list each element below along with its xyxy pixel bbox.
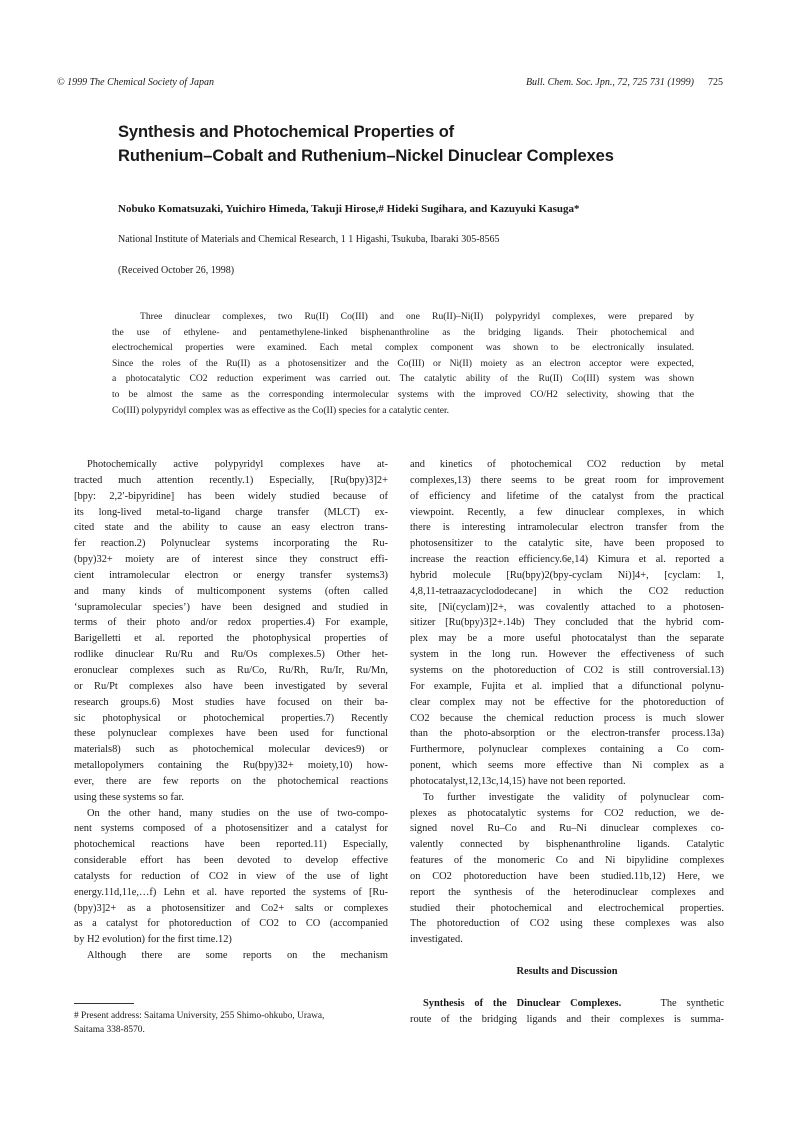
abstract-line: to be almost the same as the corresponding intermolecular systems with the improved CO/H2 selectivity, showing that the [112,388,694,400]
body-line: Although there are some reports on the mechanism [87,950,388,962]
body-line: photosensitizer to the catalytic site, have been proposed to [410,538,724,550]
body-line: viewpoint. Recently, a few dinuclear complexes, in which [410,506,724,518]
section-spacer [410,980,724,996]
received-date: (Received October 26, 1998) [118,265,235,276]
body-line: metallopolymers containing the Ru(bpy)32+ moiety,10) how- [74,760,388,772]
body-line: complexes,13) there seems to be great room for improvement [410,474,724,486]
body-line: Barigelletti et al. reported the photophysical properties of [74,633,388,645]
body-line: cient intramolecular electron or energy transfer systems3) [74,569,388,581]
body-line: hybrid molecule [Ru(bpy)2(bpy-cyclam Ni)]4+, [cyclam: 1, [410,569,724,581]
body-line: research groups.6) Most studies have focused on their ba- [74,696,388,708]
body-line: tracted much attention recently.1) Especially, [Ru(bpy)3]2+ [74,474,388,486]
footnote-line: # Present address: Saitama University, 255 Shimo-ohkubo, Urawa, [74,1011,325,1021]
body-line: as a catalyst for photoreduction of CO2 to CO (accompanied [74,918,388,930]
abstract [112,309,694,418]
body-line: investigated. [410,934,463,946]
body-column-left [74,457,388,964]
abstract-line: a photocatalytic CO2 reduction experiment was carried out. The catalytic ability of the Ru(II) Co(III) system was shown [112,373,694,385]
body-line: features of the monomeric Co and Ni bipylidine complexes [410,855,724,867]
body-line: increase the reaction efficiency.6e,14) Kimura et al. reported a [410,554,724,566]
body-line: on CO2 photoreduction have been studied.11b,12) Here, we [410,870,724,882]
body-line: of efficiency and lifetime of the catalyst from the practical [410,490,724,502]
body-line: and many kinds of multicomponent systems (often called [74,585,388,597]
title-line-2: Ruthenium–Cobalt and Ruthenium–Nickel Dinuclear Complexes [118,147,614,165]
abstract-line: Three dinuclear complexes, two Ru(II) Co(III) and one Ru(II)–Ni(II) polypyridyl complexes, were prepared by [140,311,694,322]
body-line: On the other hand, many studies on the use of two-compo- [87,807,388,819]
body-line: fer reaction.2) Polynuclear systems incorporating the Ru- [74,538,388,550]
body-line: 4,8,11-tetraazacyclododecane] in which the CO2 reduction [410,585,724,597]
body-line: To further investigate the validity of polynuclear com- [423,791,724,803]
page-number: 725 [708,77,723,88]
body-line: For example, Fujita et al. implied that a difunctional polynu- [410,680,724,692]
body-line: considerable effort has been devoted to develop effective [74,855,388,867]
body-line: or Ru/Pt complexes also have been investigated by several [74,680,388,692]
body-line: plex may be a more useful photocatalyst than the separate [410,633,724,645]
body-line: photocatalyst,12,13c,14,15) have not been reported. [410,775,626,787]
paper-title [118,120,718,168]
body-line: ‘supramolecular species’) have been designed and studied in [74,601,388,613]
body-line: rodlike dinuclear Ru/Ru and Ru/Os complexes.5) Other het- [74,649,388,661]
abstract-line: Since the roles of the Ru(II) as a photosensitizer and the Co(III) or Ni(II) moiety as an electron acceptor were expected, [112,357,694,369]
body-line: cited state and the ability to cause an easy electron trans- [74,522,388,534]
body-line: by H2 evolution) for the first time.12) [74,934,232,946]
footnote-line: Saitama 338-8570. [74,1025,145,1035]
body-line: catalysts for reduction of CO2 in view of the use of light [74,870,388,882]
body-line: there is interesting intramolecular electron transfer from the [410,522,724,534]
journal-citation [526,77,723,88]
body-line: site, [Ni(cyclam)]2+, was covalently attached to a photosen- [410,601,724,613]
footnote [74,1009,388,1037]
body-line: materials8) such as photochemical molecular devices9) or [74,744,388,756]
body-line: eronuclear complexes such as Ru/Co, Ru/Rh, Ru/Ir, Ru/Mn, [74,664,388,676]
body-line: report the synthesis of the heterodinuclear complexes and [410,886,724,898]
body-line: system in the long run. However the effectiveness of such [410,649,724,661]
body-line: Photochemically active polypyridyl complexes have at- [87,459,388,470]
body-line: clear complex may not be effective for the photoreduction of [410,696,724,708]
body-line: valently connected by bisphenanthroline ligands. Catalytic [410,839,724,851]
body-line: route of the bridging ligands and their complexes is summa- [410,1013,724,1025]
body-line: nent systems composed of a photosensitizer and a catalyst for [74,823,388,835]
footnote-rule [74,1003,134,1004]
body-line: CO2 because the chemical reduction process is much slower [410,712,724,724]
citation-text: Bull. Chem. Soc. Jpn., 72, 725 731 (1999) [525,77,694,88]
body-line: Furthermore, polynuclear complexes containing a Co com- [410,744,724,756]
body-line: ever, there are few reports on the photochemical reactions [74,775,388,787]
body-line: photochemical reactions have been reported.11) Especially, [74,839,388,851]
subsection-text: The synthetic [660,997,724,1009]
subsection-first-line [410,996,724,1012]
author-list: Nobuko Komatsuzaki, Yuichiro Himeda, Takuji Hirose,# Hideki Sugihara, and Kazuyuki Kasuga* [118,203,580,215]
body-line: sic photophysical or photochemical properties.7) Recently [74,712,388,724]
body-line: [bpy: 2,2′-bipyridine] has been widely studied because of [74,490,388,502]
body-line: systems on the photoreduction of CO2 is still controversial.13) [410,664,724,676]
body-line: ponent, which seems more effective than Ni complex as a [410,760,724,772]
body-line: its long-lived metal-to-ligand charge transfer (MLCT) ex- [74,506,388,518]
affiliation: National Institute of Materials and Chemical Research, 1 1 Higashi, Tsukuba, Ibaraki 305-8565 [118,234,500,245]
body-line: and kinetics of photochemical CO2 reduction by metal [410,459,724,470]
section-heading: Results and Discussion [516,966,618,977]
body-line: than the photo-absorption or the electron-transfer process.13a) [410,728,724,740]
body-line: (bpy)3]2+ as a photosensitizer and Co2+ salts or complexes [74,902,388,914]
body-line: plexes as photocatalytic systems for CO2 reduction, we de- [410,807,724,819]
abstract-line: electrochemical properties were examined. Each metal complex component was shown to be electronically insulated. [112,342,694,354]
abstract-line: Co(III) polypyridyl complex was as effective as the Co(II) species for a catalytic center. [112,404,450,416]
body-line: studied their photochemical and electrochemical properties. [410,902,724,914]
section-spacer [410,948,724,964]
journal-copyright: © 1999 The Chemical Society of Japan [57,77,215,88]
body-line: these polynuclear complexes have been used for functional [74,728,388,740]
title-line-1: Synthesis and Photochemical Properties of [118,123,455,141]
subsection-heading: Synthesis of the Dinuclear Complexes. [423,997,622,1009]
body-line: signed novel Ru–Co and Ru–Ni dinuclear complexes co- [410,823,724,835]
body-line: The photoreduction of CO2 using these complexes was also [410,918,724,930]
body-line: using these systems so far. [74,791,184,803]
body-line: (bpy)32+ moiety are of interest since they construct effi- [74,554,388,566]
body-line: sitizer [Ru(bpy)3]2+.14b) They concluded that the hybrid com- [410,617,724,629]
body-line: energy.11d,11e,…f) Lehn et al. have reported the systems of [Ru- [74,886,388,898]
abstract-line: the use of ethylene- and pentamethylene-linked bisphenanthroline as the bridging ligands. Their photochemical and [112,326,694,338]
body-line: terms of their photo and/or redox properties.4) For example, [74,617,388,629]
body-column-right [410,457,724,1027]
